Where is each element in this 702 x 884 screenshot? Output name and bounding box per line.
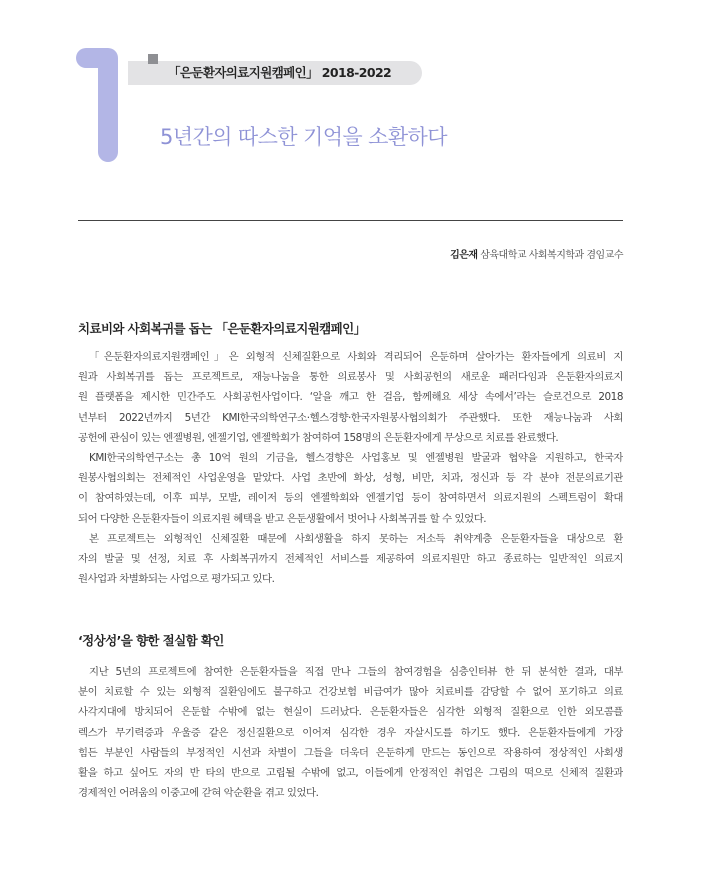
author-affiliation: 삼육대학교 사회복지학과 겸임교수 [480, 250, 623, 261]
body-line: 본 프로젝트는 외형적인 신체질환 때문에 사회생활을 하지 못하는 저소득 취약계층 은둔환자들을 대상으로 환 [89, 532, 623, 545]
title-divider [78, 220, 623, 221]
body-line: 되어 다양한 은둔환자들이 의료지원 혜택을 받고 은둔생활에서 벗어나 사회복귀를 할 수 있었다. [78, 512, 487, 525]
body-line: 원사업과 차별화되는 사업으로 평가되고 있다. [78, 573, 275, 586]
body-line: 「은둔환자의료지원캠페인」은 외형적 신체질환으로 사회와 격리되어 은둔하며 살아가는 환자들에게 의료비 지 [89, 351, 623, 363]
body-line: 원 플랫폼을 제시한 민간주도 사회공헌사업이다. ‘알을 깨고 한 걸음, 함께해요 세상 속에서’라는 슬로건으로 2018 [78, 391, 623, 404]
author-name: 김은재 [450, 250, 478, 261]
body-line: 원과 사회복귀를 돕는 프로젝트로, 재능나눔을 통한 의료봉사 및 사회공헌의 새로운 패러다임과 은둔환자의료지 [78, 371, 623, 384]
body-line: 년부터 2022년까지 5년간 KMI한국의학연구소·헬스경향·한국자원봉사협의회가 주관했다. 또한 재능나눔과 사회 [78, 411, 623, 424]
body-line: 이 참여하였는데, 이후 피부, 모발, 레이저 등의 엔젤학회와 엔젤기업 등이 참여하면서 의료지원의 스펙트럼이 확대 [78, 492, 623, 505]
body-line: 힘든 부분인 사람들의 부정적인 시선과 차별이 그들을 더욱더 은둔하게 만드는 동인으로 작용하여 정상적인 사회생 [78, 746, 623, 759]
body-line: 원봉사협의회는 전체적인 사업운영을 맡았다. 사업 초반에 화상, 성형, 비만, 치과, 정신과 등 각 분야 전문의료기관 [78, 472, 623, 485]
section-heading-1: 치료비와 사회복귀를 돕는 「은둔환자의료지원캠페인」 [78, 321, 366, 336]
body-line: 공헌에 관심이 있는 엔젤병원, 엔젤기업, 엔젤학회가 참여하여 158명의 은둔환자에게 무상으로 치료를 완료했다. [78, 431, 559, 444]
author-line [450, 246, 623, 261]
section-body-2 [78, 662, 623, 803]
body-line: 자의 발굴 및 선정, 치료 후 사회복귀까지 전체적인 서비스를 제공하여 의료지원만 하고 종료하는 일반적인 의료지 [78, 553, 623, 566]
body-line: 렉스가 무기력증과 우울증 같은 정신질환으로 이어져 심각한 경우 자살시도를 하기도 했다. 은둔환자들에게 가장 [78, 726, 623, 739]
section-body-1 [78, 347, 623, 589]
body-line: 사각지대에 방치되어 은둔할 수밖에 없는 현실이 드러났다. 은둔환자들은 심각한 외형적 질환으로 인한 외모콤플 [78, 706, 623, 719]
badge-marker [148, 54, 158, 64]
body-line: 경제적인 어려움의 이중고에 갇혀 악순환을 겪고 있었다. [78, 787, 319, 800]
section-heading-2: ‘정상성’을 향한 절실함 확인 [78, 633, 224, 648]
campaign-label: 「은둔환자의료지원캠페인」 2018-2022 [168, 65, 392, 80]
body-line: 활을 하고 싶어도 자의 반 타의 반으로 고립될 수밖에 없고, 이들에게 안정적인 취업은 그림의 떡으로 신체적 질환과 [78, 767, 623, 780]
chapter-number-graphic [72, 40, 142, 162]
body-line: 분이 치료할 수 있는 외형적 질환임에도 불구하고 건강보험 비급여가 많아 치료비를 감당할 수 없어 포기하고 의료 [78, 686, 623, 699]
chapter-title: 5년간의 따스한 기억을 소환하다 [160, 125, 447, 149]
body-line: 지난 5년의 프로젝트에 참여한 은둔환자들을 직접 만나 그들의 참여경험을 심층인터뷰 한 뒤 분석한 결과, 대부 [89, 666, 623, 678]
body-line: KMI한국의학연구소는 총 10억 원의 기금을, 헬스경향은 사업홍보 및 엔젤병원 발굴과 협약을 지원하고, 한국자 [89, 452, 623, 465]
